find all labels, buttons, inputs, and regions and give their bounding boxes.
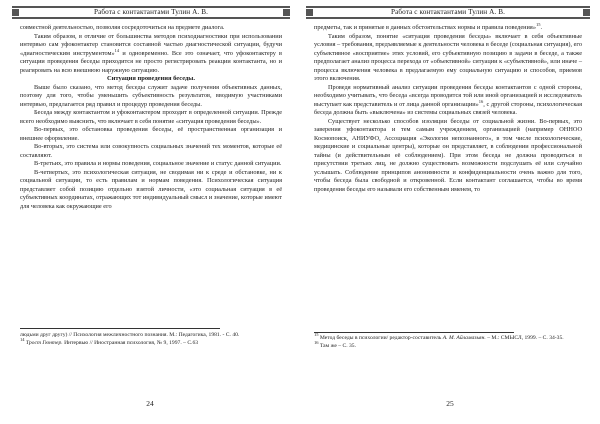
paragraph: Во-первых, это обстановка проведения беседы, её пространственная организация и внешнее оформление. [20, 126, 282, 142]
footnote-text: – М.: СМЫСЛ, 1999. – С. 34-35. [487, 335, 564, 341]
footnote [20, 336, 282, 348]
right-running-header [306, 6, 590, 19]
right-footnotes [314, 332, 582, 350]
footnote [314, 339, 582, 351]
footnote [314, 332, 582, 343]
right-page [300, 0, 600, 424]
paragraph-text: предметы, так и принятые в данных обстоятельствах нормы и правила поведения» [314, 24, 536, 31]
paragraph: Таким образом, понятие «ситуация проведения беседы» включает в себя объективные условия – требования, предъявляемые к деятельности человека в беседе (социальная ситуация), его субъективное «восприятие» этих условий, его субъективную позицию в задачи в беседе, а также предполагает анализ процесса перехода от «объективной» ситуации к «субъективной», или иначе – процесса включения человека в предлагаемую ему социальную ситуацию и способов, приемов этого включения. [314, 32, 582, 82]
paragraph: Выше было сказано, что метод беседы служит задаче получения объективных данных, поэтому для того, чтобы уменьшить субъективность результатов, вводимую участниками интервью, предлагается ряд правил и процедур проведения беседы. [20, 83, 282, 108]
footnote-text: Там же – С. 35. [319, 342, 356, 349]
paragraph-text: и одновременно. Все это означает, что уфоконтактеру в ситуации проведения беседы приходится не просто регистрировать реакции контактанта, но и реагировать на всю внешнюю наружную ситуацию. [20, 49, 282, 74]
footnote-number: 15 [314, 332, 319, 338]
footnote-number: 14 [20, 336, 25, 342]
footnote-author: Трост Гюнтер. [25, 339, 63, 346]
paragraph: Во-вторых, это система или совокупность социальных значений тех моментов, которые её составляют. [20, 143, 282, 159]
footnote-author: А. М. Айламазьян. [442, 335, 486, 341]
footnote: людьми друг другу) // Психология межличностного познания. М.: Педагогика, 1981. - С. 40. [20, 332, 240, 338]
left-footnotes [20, 332, 282, 347]
page-number: 24 [146, 399, 154, 408]
footnote-ref: 15 [535, 21, 541, 27]
paragraph: совместной деятельностью, позволяя сосредоточиться на предмете диалога. [20, 24, 225, 31]
left-running-header [12, 6, 290, 19]
page-number: 25 [446, 399, 454, 408]
paragraph-text: Таким образом, в отличие от большинства методов психодиагностики при использовании интервью сам уфоконтактер становится составной частью диагностической ситуации, будучи «диагностическим инструментом» [20, 32, 282, 57]
footnote-divider [314, 332, 514, 333]
paragraph [314, 84, 582, 118]
header-square-icon [283, 9, 290, 16]
paragraph-text: Проведя нормативный анализ ситуации проведения беседы контактантов с одной стороны, необходимо учитывать, что беседа «всегда проводится той или иной организацией и исследователь выступает как представитель и от лица данной организации» [314, 83, 582, 108]
paragraph: Существует несколько способов изоляции беседы от социальной жизни. Во-первых, это заверения уфоконтактора и тем самым учреждением, организацией (например ОННОО Космопоиск, АНИУФО, Ассоциация «Экология непознанного», в том числе психологические, медицинские и социальные центры), которые он представляет, в соблюдении профессиональной тайны (и действительным её соблюдением). При этом беседа не должна проводиться в присутствии третьих лиц, не должно существовать возможности подслушать её или случайно услышать. Соблюдение принципов анонимности и конфиденциальности очень важно для того, чтобы беседа была свободной и откровенной. Если контактант соглашается, чтобы во время проведения беседы его называли его собственным именем, то [314, 117, 582, 193]
footnote-ref: 14 [114, 47, 120, 53]
header-square-icon [583, 9, 590, 16]
right-body-text [314, 21, 582, 194]
footnote-text: Интервью // Иностранная психология, № 9, 1997. – С.63 [64, 339, 199, 346]
paragraph [20, 33, 282, 76]
section-heading: Ситуация проведения беседы. [106, 75, 196, 82]
left-header-text: Работа с контактантами Тулин А. В. [94, 8, 208, 16]
paragraph: предметы, так и принятые в данных обстоятельствах нормы и правила поведения»$^{15}$. [314, 21, 543, 31]
footnote-text: Метод беседы в психологии/ редактор-составитель [319, 335, 442, 341]
right-header-text: Работа с контактантами Тулин А. В. [391, 8, 505, 16]
left-body-text [20, 24, 282, 211]
paragraph: В-четвертых, это психологическая ситуация, не сводимая ни к среде и обстановке, ни к социальной ситуации, то есть правилам и нормам поведения. Психологическая ситуация представляет собой позицию отдельно взятой личности, «это социальная ситуация в её субъективных координатах, отражающих тот индивидуальный смысл и значение, которые имеют для человека как окружающие его [20, 168, 282, 210]
footnote-divider [20, 328, 220, 329]
footnote-ref: 16 [478, 98, 484, 104]
paragraph-text: , с другой стороны, психологическая беседа должна быть «выключена» из системы социальных связей человека. [314, 100, 582, 116]
paragraph: Беседа между контактантом и уфоконтактером проходит в определенной ситуации. Прежде всего необходимо выяснить, что включает в себя понятие «ситуация проведения беседы». [20, 109, 282, 125]
paragraph: В-третьих, это правила и нормы поведения, социальное значение и статус данной ситуации. [34, 160, 282, 167]
footnote-number: 16 [314, 339, 319, 345]
